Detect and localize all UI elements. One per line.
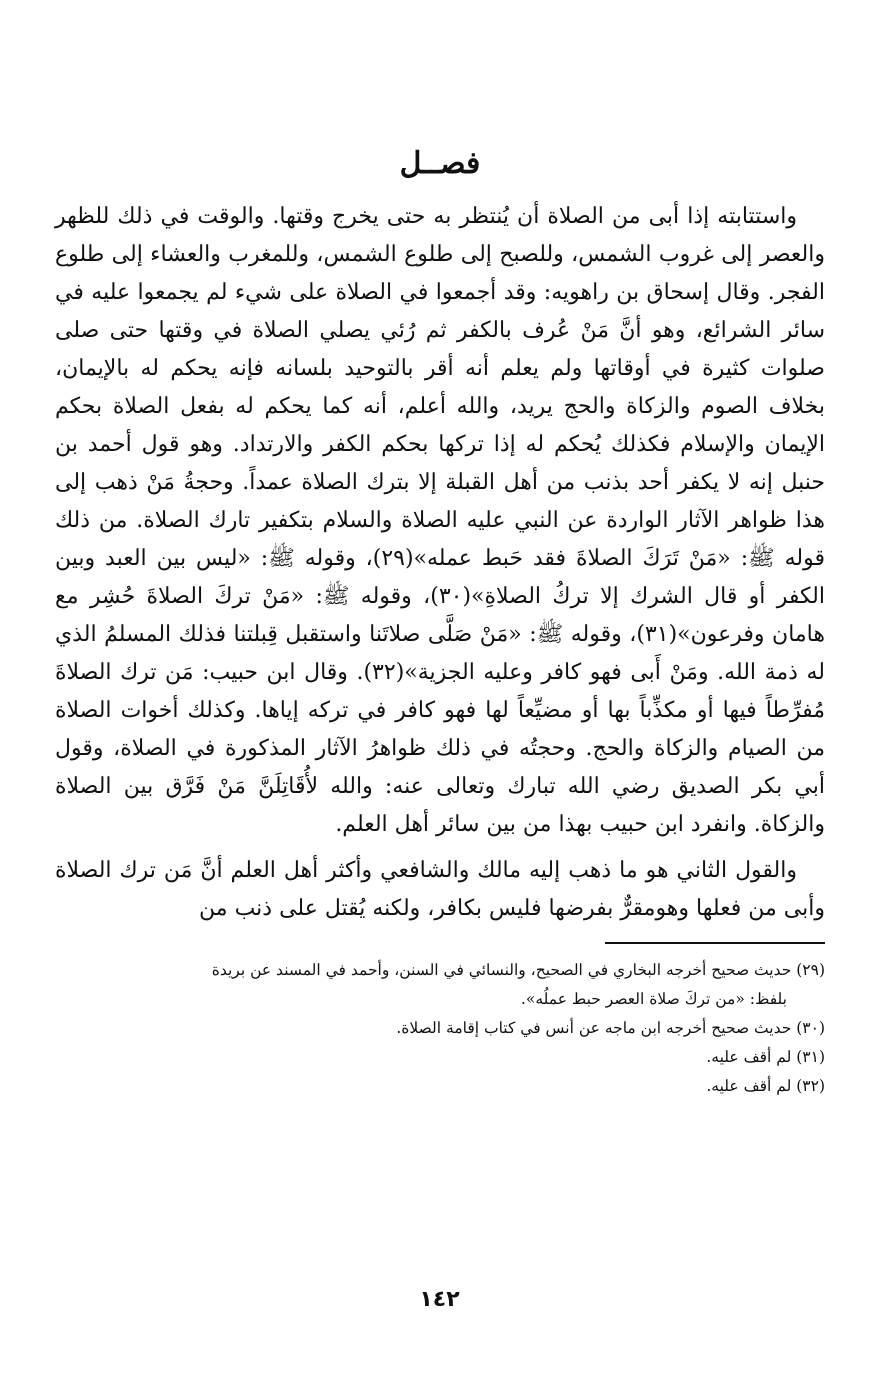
- footnote-29-continuation: بلفظ: «من تركَ صلاة العصر حبط عملُه».: [520, 990, 787, 1008]
- book-page: [55, 140, 825, 1340]
- paragraph-1: واستتابته إذا أبى من الصلاة أن يُنتظر به حتى يخرج وقتها. والوقت في ذلك للظهر والعصر إلى غروب الشمس، وللصبح إلى طلوع الشمس، وللمغرب والعشاء إلى طلوع الفجر. وقال إسحاق بن راهويه: وقد أجمعوا في الصلاة على شيء لم يجمعوا عليه في سائر الشرائع، وهو أنَّ مَنْ عُرف بالكفر ثم رُئي يصلي الصلاة في وقتها حتى صلى صلوات كثيرة في أوقاتها ولم يعلم أنه أقر بالتوحيد بلسانه فإنه يحكم له بالإيمان، بخلاف الصوم والزكاة والحج يريد، والله أعلم، أنه كما يحكم له بفعل الصلاة بحكم الإيمان والإسلام فكذلك يُحكم له إذا تركها بحكم الكفر والارتداد. وهو قول أحمد بن حنبل إنه لا يكفر أحد بذنب من أهل القبلة إلا بترك الصلاة عمداً. وحجةُ مَنْ ذهب إلى هذا ظواهر الآثار الواردة عن النبي عليه الصلاة والسلام بتكفير تارك الصلاة. من ذلك قوله ﷺ: «مَنْ تَرَكَ الصلاةَ فقد حَبط عمله»(٢٩)، وقوله ﷺ: «ليس بين العبد وبين الكفر أو قال الشرك إلا تركُ الصلاةِ»(٣٠)، وقوله ﷺ: «مَنْ تركَ الصلاةَ حُشِر مع هامان وفرعون»(٣١)، وقوله ﷺ: «مَنْ صَلَّى صلاتَنا واستقبل قِبلتنا فذلك المسلمُ الذي له ذمة الله. ومَنْ أَبى فهو كافر وعليه الجزية»(٣٢). وقال ابن حبيب: مَن ترك الصلاةَ مُفرِّطاً فيها أو مكذِّباً بها أو مضيِّعاً لها فهو كافر في تركه إياها. وكذلك أخوات الصلاة من الصيام والزكاة والحج. وحجتُه في ذلك ظواهرُ الآثار المذكورة في الصلاة، وقول أبي بكر الصديق رضي الله تبارك وتعالى عنه: والله لأُقَاتِلَنَّ مَنْ فَرَّق بين الصلاة والزكاة. وانفرد ابن حبيب بهذا من بين سائر أهل العلم.: [55, 204, 825, 837]
- paragraph-2: والقول الثاني هو ما ذهب إليه مالك والشافعي وأكثر أهل العلم أنَّ مَن ترك الصلاة وأبى من فعلها وهومقرٌّ بفرضها فليس بكافر، ولكنه يُقتل على ذنب من: [55, 858, 825, 921]
- footnote-32: (٣٢) لم أقف عليه.: [706, 1077, 825, 1095]
- footnote-30: (٣٠) حديث صحيح أخرجه ابن ماجه عن أنس في كتاب إقامة الصلاة.: [396, 1019, 825, 1037]
- page-number: ١٤٢: [419, 1287, 460, 1312]
- section-title: فصــل: [399, 146, 481, 181]
- footnote-31: (٣١) لم أقف عليه.: [706, 1048, 825, 1066]
- footnote-29: (٢٩) حديث صحيح أخرجه البخاري في الصحيح، والنسائي في السنن، وأحمد في المسند عن بريدة: [211, 961, 825, 979]
- footnotes: [55, 956, 825, 1101]
- footnote-divider: [605, 942, 825, 944]
